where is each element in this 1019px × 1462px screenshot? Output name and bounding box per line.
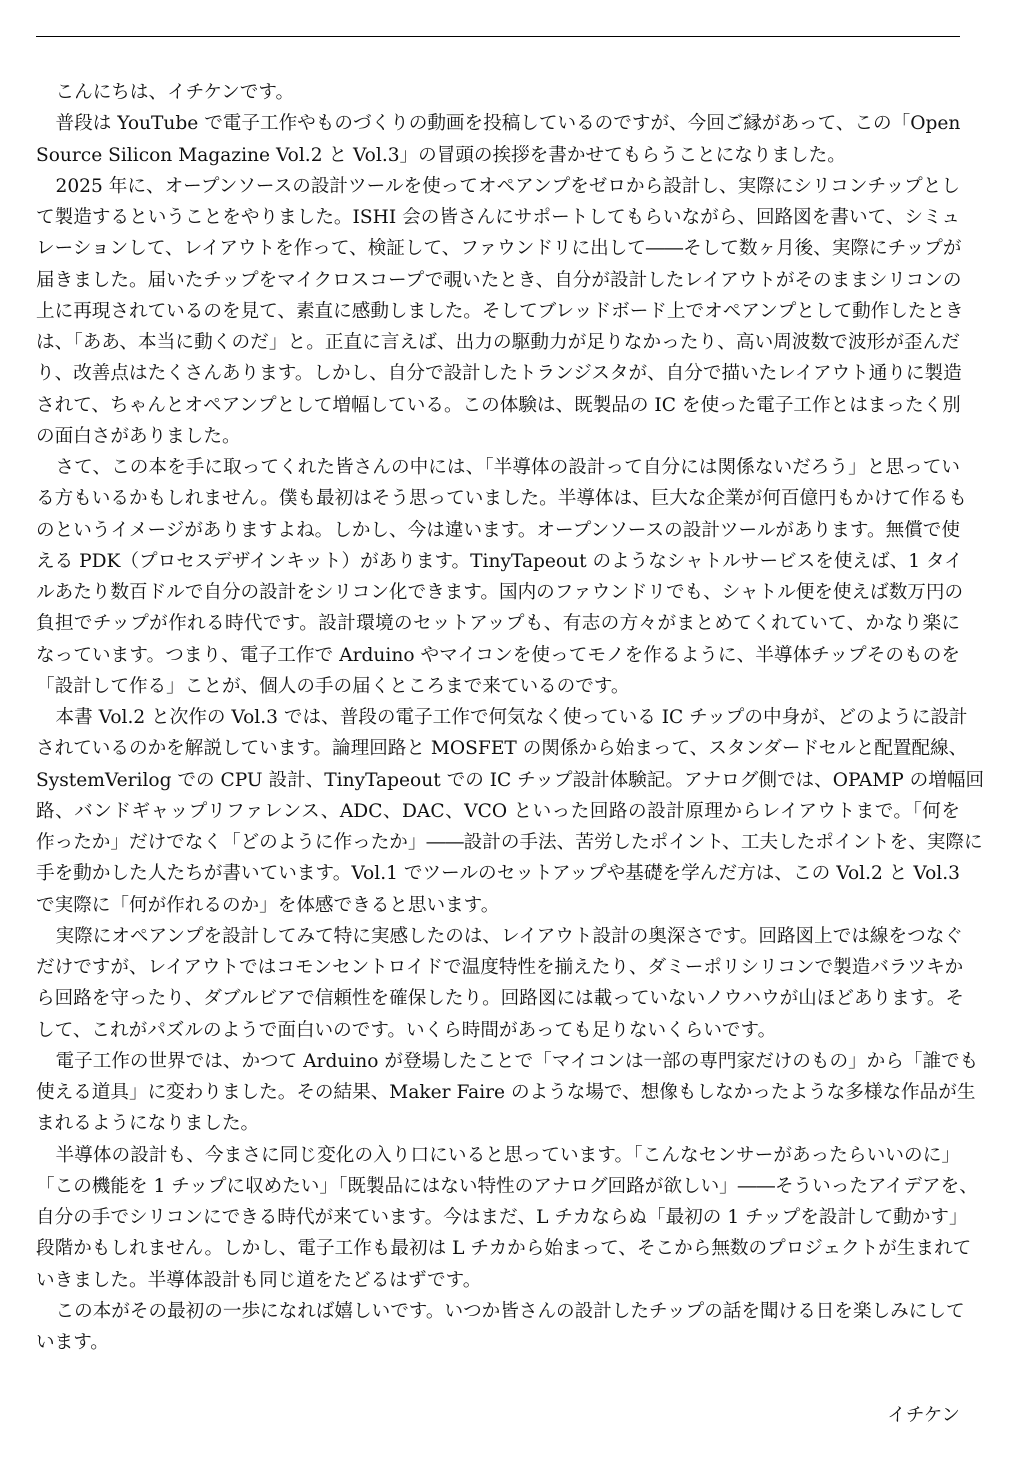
text-line: さて、この本を手に取ってくれた皆さんの中には、「半導体の設計って自分には関係ないだろう」と思ってい	[55, 457, 960, 478]
paragraph-accessibility	[36, 452, 967, 702]
text-line: して、これがパズルのようで面白いのです。いくら時間があっても足りないくらいです。	[36, 1019, 777, 1041]
text-line: 段階かもしれません。しかし、電子工作も最初は L チカから始まって、そこから無数のプロジェクトが生まれて	[36, 1238, 972, 1260]
text-line: 実際にオペアンプを設計してみて特に実感したのは、レイアウト設計の奥深さです。回路図上では線をつなぐ	[55, 925, 963, 947]
text-line: のというイメージがありますよね。しかし、今は違います。オープンソースの設計ツールがあります。無償で使	[36, 519, 960, 541]
text-line: されて、ちゃんとオペアンプとして増幅している。この体験は、既製品の IC を使った電子工作とはまったく別	[36, 394, 961, 416]
text-line: 2025 年に、オープンソースの設計ツールを使ってオペアンプをゼロから設計し、実際にシリコンチップとし	[55, 175, 960, 197]
paragraph-arduino-analogy	[36, 1046, 979, 1140]
header-rule	[36, 36, 960, 37]
text-line: レーションして、レイアウトを作って、検証して、ファウンドリに出して――そして数ヶ月後、実際にチップが	[36, 238, 962, 260]
text-line: SystemVerilog での CPU 設計、TinyTapeout での IC チップ設計体験記。アナログ側では、OPAMP の増幅回	[36, 769, 985, 791]
paragraph-closing	[36, 1296, 965, 1359]
text-line: Source Silicon Magazine Vol.2 と Vol.3」の冒頭の挨拶を書かせてもらうことになりました。	[36, 144, 846, 166]
text-line: 「この機能を 1 チップに収めたい」「既製品にはない特性のアナログ回路が欲しい」――そういったアイデアを、	[36, 1175, 978, 1197]
text-line: まれるようになりました。	[36, 1113, 260, 1135]
document-body	[36, 77, 985, 1358]
text-line: されているのかを解説しています。論理回路と MOSFET の関係から始まって、スタンダードセルと配置配線、	[36, 738, 968, 760]
text-line: える PDK（プロセスデザインキット）があります。TinyTapeout のようなシャトルサービスを使えば、1 タイ	[36, 550, 963, 572]
text-line: います。	[36, 1332, 109, 1353]
text-line: の面白さがありました。	[36, 425, 241, 447]
author-signature: イチケン	[887, 1405, 960, 1426]
paragraph-layout-depth	[36, 921, 965, 1046]
paragraph-introduction	[36, 108, 960, 171]
text-line: 自分の手でシリコンにできる時代が来ています。今はまだ、L チカならぬ「最初の 1 チップを設計して動かす」	[36, 1207, 968, 1228]
paragraph-greeting	[36, 77, 960, 108]
text-line: なっています。つまり、電子工作で Arduino やマイコンを使ってモノを作るように、半導体チップそのものを	[36, 644, 960, 666]
text-line: ら回路を守ったり、ダブルビアで信頼性を確保したり。回路図には載っていないノウハウが山ほどあります。そ	[36, 988, 965, 1010]
text-line: は、「ああ、本当に動くのだ」と。正直に言えば、出力の駆動力が足りなかったり、高い周波数で波形が歪んだ	[36, 332, 960, 353]
text-line: いきました。半導体設計も同じ道をたどるはずです。	[36, 1269, 482, 1291]
text-line: 電子工作の世界では、かつて Arduino が登場したことで「マイコンは一部の専門家だけのもの」から「誰でも	[55, 1050, 979, 1072]
text-line: で実際に「何が作れるのか」を体感できると思います。	[36, 894, 500, 916]
text-line: 届きました。届いたチップをマイクロスコープで覗いたとき、自分が設計したレイアウトがそのままシリコンの	[36, 269, 962, 291]
text-line: 普段は YouTube で電子工作やものづくりの動画を投稿しているのですが、今回ご縁があって、この「Open	[55, 113, 961, 135]
text-line: 「設計して作る」ことが、個人の手の届くところまで来ているのです。	[36, 675, 630, 697]
text-line: 作ったか」だけでなく「どのように作ったか」――設計の手法、苦労したポイント、工夫したポイントを、実際に	[36, 832, 983, 853]
text-line: て製造するということをやりました。ISHI 会の皆さんにサポートしてもらいながら、回路図を書いて、シミュ	[36, 207, 960, 228]
text-line: この本がその最初の一歩になれば嬉しいです。いつか皆さんの設計したチップの話を聞ける日を楽しみにして	[55, 1300, 965, 1322]
paragraph-opamp-story	[36, 171, 964, 452]
paragraph-semiconductor-future	[36, 1140, 978, 1296]
text-line: る方もいるかもしれません。僕も最初はそう思っていました。半導体は、巨大な企業が何百億円もかけて作るも	[36, 488, 967, 510]
text-line: こんにちは、イチケンです。	[55, 82, 295, 103]
text-line: だけですが、レイアウトではコモンセントロイドで温度特性を揃えたり、ダミーポリシリコンで製造バラツキか	[36, 957, 964, 978]
text-line: り、改善点はたくさんあります。しかし、自分で設計したトランジスタが、自分で描いたレイアウト通りに製造	[36, 363, 962, 385]
text-line: 本書 Vol.2 と次作の Vol.3 では、普段の電子工作で何気なく使っている IC チップの中身が、どのように設計	[55, 707, 968, 728]
text-line: 手を動かした人たちが書いています。Vol.1 でツールのセットアップや基礎を学んだ方は、この Vol.2 と Vol.3	[36, 863, 960, 885]
paragraph-book-contents	[36, 702, 985, 921]
text-line: 路、バンドギャップリファレンス、ADC、DAC、VCO といった回路の設計原理からレイアウトまで。「何を	[36, 800, 960, 822]
text-line: 負担でチップが作れる時代です。設計環境のセットアップも、有志の方々がまとめてくれていて、かなり楽に	[36, 613, 960, 635]
text-line: 半導体の設計も、今まさに同じ変化の入り口にいると思っています。「こんなセンサーがあったらいいのに」	[55, 1144, 960, 1166]
text-line: 使える道具」に変わりました。その結果、Maker Faire のような場で、想像もしなかったような多様な作品が生	[36, 1082, 976, 1103]
text-line: 上に再現されているのを見て、素直に感動しました。そしてブレッドボード上でオペアンプとして動作したとき	[36, 300, 964, 322]
text-line: ルあたり数百ドルで自分の設計をシリコン化できます。国内のファウンドリでも、シャトル便を使えば数万円の	[36, 582, 964, 603]
